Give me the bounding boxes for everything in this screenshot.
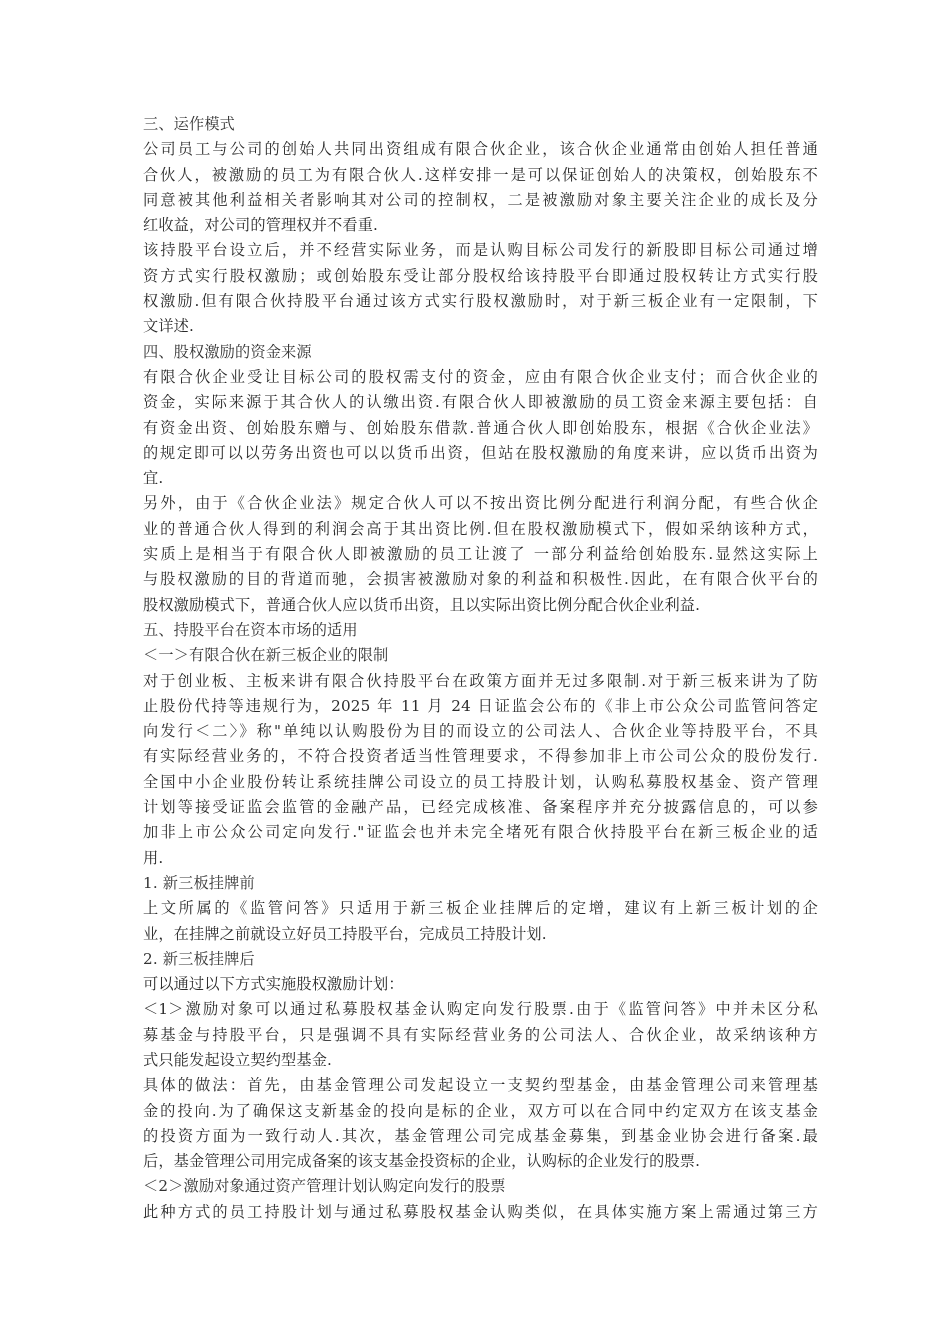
paragraph-line: 加非上市公众公司定向发行."证监会也并未完全堵死有限合伙持股平台在新三板企业的适	[143, 823, 818, 842]
paragraph-line: 向发行＜二〉》称"单纯以认购股份为目的而设立的公司法人、合伙企业等持股平台，不具	[143, 722, 818, 741]
paragraph-line: 上文所属的《监管问答》只适用于新三板企业挂牌后的定增，建议有上新三板计划的企	[143, 899, 818, 918]
paragraph-line: 式只能发起设立契约型基金.	[143, 1050, 333, 1069]
paragraph-line: 同意被其他利益相关者影响其对公司的控制权，二是被激励对象主要关注企业的成长及分	[143, 190, 818, 209]
paragraph-line: 可以通过以下方式实施股权激励计划：	[143, 975, 404, 994]
paragraph-line: 资方式实行股权激励；或创始股东受让部分股权给该持股平台即通过股权转让方式实行股	[143, 266, 818, 285]
paragraph-line: 的规定即可以以劳务出资也可以以货币出资，但站在股权激励的角度来讲，应以货币出资为	[143, 443, 818, 462]
paragraph-line: 该持股平台设立后，并不经营实际业务，而是认购目标公司发行的新股即目标公司通过增	[143, 241, 818, 260]
paragraph-line: 资金，实际来源于其合伙人的认缴出资.有限合伙人即被激励的员工资金来源主要包括：自	[143, 393, 818, 412]
paragraph-line: 另外，由于《合伙企业法》规定合伙人可以不按出资比例分配进行利润分配，有些合伙企	[143, 494, 818, 513]
paragraph-line: 具体的做法：首先，由基金管理公司发起设立一支契约型基金，由基金管理公司来管理基	[143, 1076, 818, 1095]
paragraph-line: 与股权激励的目的背道而驰，会损害被激励对象的利益和积极性.因此，在有限合伙平台的	[143, 570, 818, 589]
paragraph-line: 红收益，对公司的管理权并不看重.	[143, 216, 379, 235]
section-heading: 2. 新三板挂牌后	[143, 949, 255, 968]
section-heading: ＜一＞有限合伙在新三板企业的限制	[143, 646, 389, 665]
paragraph-line: 宜.	[143, 469, 164, 488]
section-heading: ＜2＞激励对象通过资产管理计划认购定向发行的股票	[143, 1177, 506, 1196]
paragraph-line: 权激励.但有限合伙持股平台通过该方式实行股权激励时，对于新三板企业有一定限制，下	[143, 292, 818, 311]
paragraph-line: 业，在挂牌之前就设立好员工持股平台，完成员工持股计划.	[143, 924, 547, 943]
paragraph-line: 用.	[143, 848, 164, 867]
paragraph-line: 有资金出资、创始股东赠与、创始股东借款.普通合伙人即创始股东，根据《合伙企业法》	[143, 418, 818, 437]
paragraph-line: 止股份代持等违规行为，2025 年 11 月 24 日证监会公布的《非上市公众公司监管问答定	[143, 696, 818, 715]
paragraph-line: 有限合伙企业受让目标公司的股权需支付的资金，应由有限合伙企业支付；而合伙企业的	[143, 367, 818, 386]
paragraph-line: 后，基金管理公司用完成备案的该支基金投资标的企业，认购标的企业发行的股票.	[143, 1152, 701, 1171]
document-page	[143, 112, 818, 1225]
paragraph-line: 计划等接受证监会监管的金融产品，已经完成核准、备案程序并充分披露信息的，可以参	[143, 798, 818, 817]
paragraph-line: 募基金与持股平台，只是强调不具有实际经营业务的公司法人、合伙企业，故采纳该种方	[143, 1025, 818, 1044]
paragraph-line: 金的投向.为了确保这支新基金的投向是标的企业，双方可以在合同中约定双方在该支基金	[143, 1101, 818, 1120]
paragraph-line: 对于创业板、主板来讲有限合伙持股平台在政策方面并无过多限制.对于新三板来讲为了防	[143, 671, 818, 690]
paragraph-line: 业的普通合伙人得到的利润会高于其出资比例.但在股权激励模式下，假如采纳该种方式，	[143, 519, 818, 538]
paragraph-line: 文详述.	[143, 317, 194, 336]
section-heading: 三、运作模式	[143, 115, 236, 133]
paragraph-line: ＜1＞激励对象可以通过私募股权基金认购定向发行股票.由于《监管问答》中并未区分私	[143, 1000, 818, 1019]
section-heading: 四、股权激励的资金来源	[143, 342, 312, 361]
paragraph-line: 合伙人，被激励的员工为有限合伙人.这样安排一是可以保证创始人的决策权，创始股东不	[143, 165, 818, 184]
paragraph-line: 的投资方面为一致行动人.其次，基金管理公司完成基金募集，到基金业协会进行备案.最	[143, 1126, 818, 1145]
paragraph-line: 公司员工与公司的创始人共同出资组成有限合伙企业，该合伙企业通常由创始人担任普通	[143, 140, 818, 159]
section-heading: 五、持股平台在资本市场的适用	[143, 620, 358, 639]
paragraph-line: 股权激励模式下，普通合伙人应以货币出资，且以实际出资比例分配合伙企业利益.	[143, 595, 701, 614]
paragraph-line: 全国中小企业股份转让系统挂牌公司设立的员工持股计划，认购私募股权基金、资产管理	[143, 772, 818, 791]
paragraph-line: 此种方式的员工持股计划与通过私募股权基金认购类似，在具体实施方案上需通过第三方	[143, 1202, 818, 1221]
paragraph-line: 有实际经营业务的，不符合投资者适当性管理要求，不得参加非上市公司公众的股份发行.	[143, 747, 818, 766]
paragraph-line: 实质上是相当于有限合伙人即被激励的员工让渡了 一部分利益给创始股东.显然这实际上	[143, 545, 818, 564]
section-heading: 1. 新三板挂牌前	[143, 873, 255, 892]
